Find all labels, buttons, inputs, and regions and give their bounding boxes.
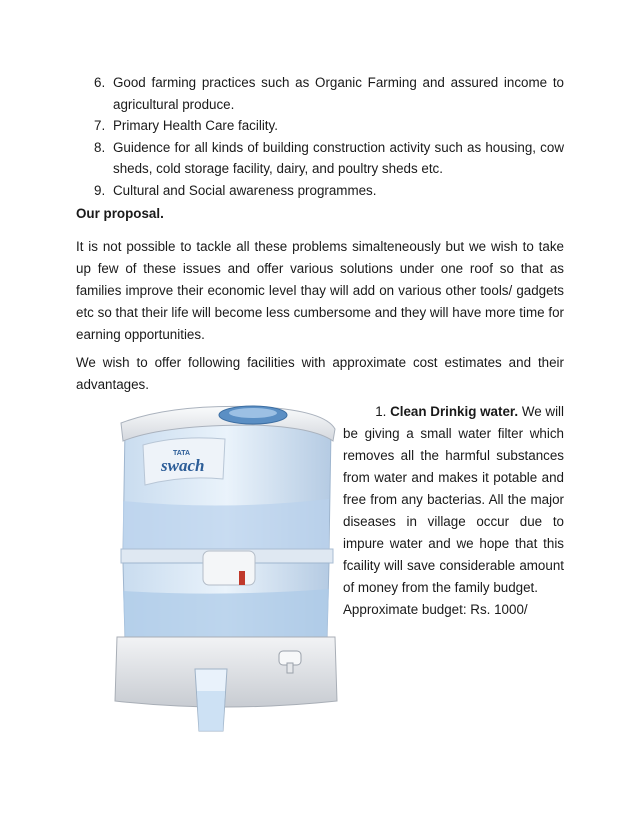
item1-title: Clean Drinkig water. [390,404,519,419]
brand-tata-text: TATA [173,450,191,457]
list-item: 8. Guidence for all kinds of building construction activity such as housing, cow sheds, cold storage facility, dairy, and poultry sheds etc. [94,139,564,176]
water-filter-image [103,401,340,736]
paragraph-intro: It is not possible to tackle all these problems simalteneously but we wish to take up few of these issues and offer various solutions under one roof so that as families improve their economic level thay will add on various other tools/ gadgets etc so that their life will become less cumbersome and they will have more time for earning opportunities. [76,239,564,342]
list-item: 6. Good farming practices such as Organic Farming and assured income to agricultural produce. [94,75,564,112]
numbered-list [76,72,564,201]
item1-first-line: 1. Clean Drinkig water. We will [375,404,564,419]
item1-description [343,401,564,621]
list-item: 7. Primary Health Care facility. [94,118,278,133]
item1-budget: Approximate budget: Rs. 1000/ [343,602,528,617]
item1-body: be giving a small water filter which removes all the harmful substances from water and makes it potable and free from any bacterias. All the major diseases in village occur due to impure water and we hope that this fcaility will save considerable amount of money from the family budget. [343,426,564,595]
brand-name-text: swach [161,456,205,475]
paragraph-facilities: We wish to offer following facilities with approximate cost estimates and their advantages. [76,355,564,392]
list-item: 9. Cultural and Social awareness programmes. [94,182,377,198]
section-heading: Our proposal. [76,206,164,221]
